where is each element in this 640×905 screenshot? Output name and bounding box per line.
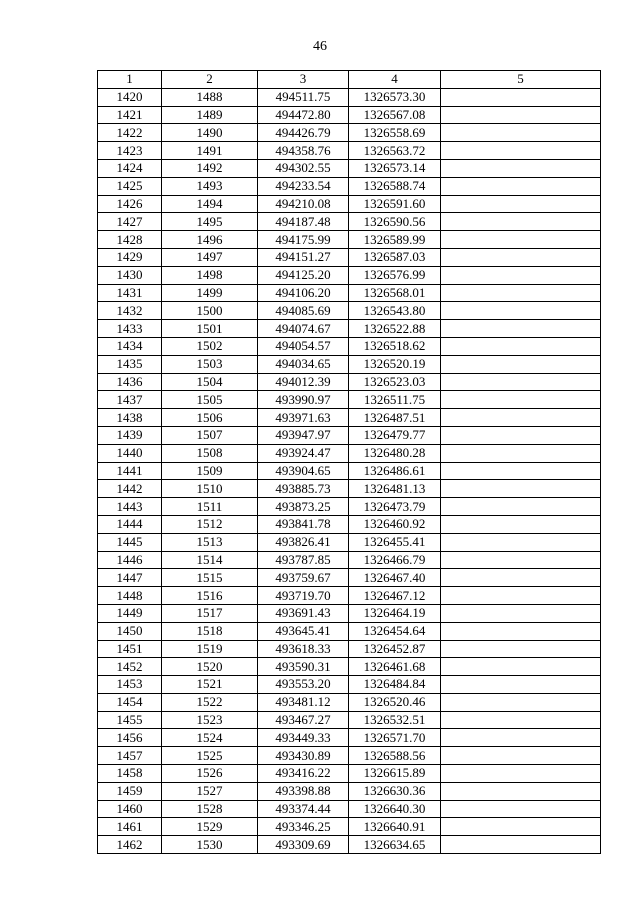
table-row — [98, 640, 601, 658]
x-coordinate-cell: 494012.39 — [258, 373, 349, 391]
point-number-cell: 1437 — [98, 391, 162, 409]
column-header-5: 5 — [441, 71, 601, 89]
y-coordinate-cell: 1326588.74 — [349, 177, 441, 195]
note-cell — [441, 782, 601, 800]
note-cell — [441, 569, 601, 587]
y-coordinate-cell: 1326455.41 — [349, 533, 441, 551]
x-coordinate-cell: 493885.73 — [258, 480, 349, 498]
x-coordinate-cell: 493481.12 — [258, 693, 349, 711]
x-coordinate-cell: 493990.97 — [258, 391, 349, 409]
vertex-number-cell: 1501 — [162, 320, 258, 338]
x-coordinate-cell: 494085.69 — [258, 302, 349, 320]
point-number-cell: 1438 — [98, 409, 162, 427]
table-row — [98, 231, 601, 249]
point-number-cell: 1455 — [98, 711, 162, 729]
y-coordinate-cell: 1326452.87 — [349, 640, 441, 658]
y-coordinate-cell: 1326454.64 — [349, 622, 441, 640]
table-row — [98, 373, 601, 391]
note-cell — [441, 693, 601, 711]
point-number-cell: 1450 — [98, 622, 162, 640]
table-row — [98, 177, 601, 195]
table-row — [98, 587, 601, 605]
vertex-number-cell: 1517 — [162, 604, 258, 622]
x-coordinate-cell: 493416.22 — [258, 765, 349, 783]
table-row — [98, 195, 601, 213]
table-row — [98, 444, 601, 462]
x-coordinate-cell: 493374.44 — [258, 800, 349, 818]
note-cell — [441, 106, 601, 124]
x-coordinate-cell: 494302.55 — [258, 159, 349, 177]
point-number-cell: 1459 — [98, 782, 162, 800]
table-row — [98, 88, 601, 106]
note-cell — [441, 231, 601, 249]
point-number-cell: 1428 — [98, 231, 162, 249]
point-number-cell: 1429 — [98, 248, 162, 266]
y-coordinate-cell: 1326571.70 — [349, 729, 441, 747]
table-row — [98, 569, 601, 587]
note-cell — [441, 747, 601, 765]
vertex-number-cell: 1527 — [162, 782, 258, 800]
point-number-cell: 1451 — [98, 640, 162, 658]
x-coordinate-cell: 493467.27 — [258, 711, 349, 729]
note-cell — [441, 818, 601, 836]
vertex-number-cell: 1504 — [162, 373, 258, 391]
y-coordinate-cell: 1326522.88 — [349, 320, 441, 338]
x-coordinate-cell: 493309.69 — [258, 836, 349, 854]
table-row — [98, 320, 601, 338]
vertex-number-cell: 1516 — [162, 587, 258, 605]
x-coordinate-cell: 494054.57 — [258, 337, 349, 355]
y-coordinate-cell: 1326511.75 — [349, 391, 441, 409]
point-number-cell: 1442 — [98, 480, 162, 498]
y-coordinate-cell: 1326640.91 — [349, 818, 441, 836]
table-row — [98, 337, 601, 355]
y-coordinate-cell: 1326634.65 — [349, 836, 441, 854]
x-coordinate-cell: 493826.41 — [258, 533, 349, 551]
table-row — [98, 836, 601, 854]
table-row — [98, 462, 601, 480]
vertex-number-cell: 1491 — [162, 142, 258, 160]
point-number-cell: 1453 — [98, 676, 162, 694]
y-coordinate-cell: 1326520.19 — [349, 355, 441, 373]
table-row — [98, 409, 601, 427]
y-coordinate-cell: 1326486.61 — [349, 462, 441, 480]
vertex-number-cell: 1499 — [162, 284, 258, 302]
vertex-number-cell: 1528 — [162, 800, 258, 818]
x-coordinate-cell: 493841.78 — [258, 515, 349, 533]
note-cell — [441, 266, 601, 284]
y-coordinate-cell: 1326480.28 — [349, 444, 441, 462]
y-coordinate-cell: 1326464.19 — [349, 604, 441, 622]
vertex-number-cell: 1526 — [162, 765, 258, 783]
x-coordinate-cell: 494151.27 — [258, 248, 349, 266]
point-number-cell: 1430 — [98, 266, 162, 284]
x-coordinate-cell: 494034.65 — [258, 355, 349, 373]
vertex-number-cell: 1525 — [162, 747, 258, 765]
x-coordinate-cell: 493947.97 — [258, 426, 349, 444]
x-coordinate-cell: 493924.47 — [258, 444, 349, 462]
y-coordinate-cell: 1326576.99 — [349, 266, 441, 284]
x-coordinate-cell: 494125.20 — [258, 266, 349, 284]
table-row — [98, 248, 601, 266]
vertex-number-cell: 1498 — [162, 266, 258, 284]
table-row — [98, 800, 601, 818]
point-number-cell: 1447 — [98, 569, 162, 587]
vertex-number-cell: 1506 — [162, 409, 258, 427]
coordinates-table — [97, 70, 601, 854]
table-row — [98, 818, 601, 836]
note-cell — [441, 88, 601, 106]
table-row — [98, 604, 601, 622]
vertex-number-cell: 1489 — [162, 106, 258, 124]
table-row — [98, 551, 601, 569]
y-coordinate-cell: 1326461.68 — [349, 658, 441, 676]
table-row — [98, 658, 601, 676]
y-coordinate-cell: 1326473.79 — [349, 498, 441, 516]
point-number-cell: 1434 — [98, 337, 162, 355]
note-cell — [441, 462, 601, 480]
y-coordinate-cell: 1326467.40 — [349, 569, 441, 587]
vertex-number-cell: 1519 — [162, 640, 258, 658]
y-coordinate-cell: 1326518.62 — [349, 337, 441, 355]
point-number-cell: 1448 — [98, 587, 162, 605]
vertex-number-cell: 1523 — [162, 711, 258, 729]
y-coordinate-cell: 1326523.03 — [349, 373, 441, 391]
note-cell — [441, 480, 601, 498]
x-coordinate-cell: 493449.33 — [258, 729, 349, 747]
point-number-cell: 1420 — [98, 88, 162, 106]
note-cell — [441, 409, 601, 427]
point-number-cell: 1462 — [98, 836, 162, 854]
point-number-cell: 1440 — [98, 444, 162, 462]
note-cell — [441, 337, 601, 355]
table-header-row — [98, 71, 601, 89]
y-coordinate-cell: 1326460.92 — [349, 515, 441, 533]
note-cell — [441, 515, 601, 533]
note-cell — [441, 159, 601, 177]
table-row — [98, 124, 601, 142]
point-number-cell: 1461 — [98, 818, 162, 836]
table-row — [98, 622, 601, 640]
note-cell — [441, 533, 601, 551]
x-coordinate-cell: 493759.67 — [258, 569, 349, 587]
x-coordinate-cell: 493590.31 — [258, 658, 349, 676]
note-cell — [441, 622, 601, 640]
table-row — [98, 782, 601, 800]
point-number-cell: 1446 — [98, 551, 162, 569]
table-row — [98, 159, 601, 177]
y-coordinate-cell: 1326466.79 — [349, 551, 441, 569]
note-cell — [441, 320, 601, 338]
point-number-cell: 1431 — [98, 284, 162, 302]
y-coordinate-cell: 1326481.13 — [349, 480, 441, 498]
note-cell — [441, 142, 601, 160]
table-row — [98, 498, 601, 516]
point-number-cell: 1433 — [98, 320, 162, 338]
table-row — [98, 729, 601, 747]
vertex-number-cell: 1515 — [162, 569, 258, 587]
y-coordinate-cell: 1326520.46 — [349, 693, 441, 711]
y-coordinate-cell: 1326589.99 — [349, 231, 441, 249]
point-number-cell: 1449 — [98, 604, 162, 622]
point-number-cell: 1443 — [98, 498, 162, 516]
note-cell — [441, 498, 601, 516]
point-number-cell: 1454 — [98, 693, 162, 711]
x-coordinate-cell: 494511.75 — [258, 88, 349, 106]
note-cell — [441, 426, 601, 444]
x-coordinate-cell: 494472.80 — [258, 106, 349, 124]
table-row — [98, 747, 601, 765]
vertex-number-cell: 1505 — [162, 391, 258, 409]
note-cell — [441, 658, 601, 676]
vertex-number-cell: 1493 — [162, 177, 258, 195]
point-number-cell: 1444 — [98, 515, 162, 533]
column-header-1: 1 — [98, 71, 162, 89]
x-coordinate-cell: 493618.33 — [258, 640, 349, 658]
point-number-cell: 1422 — [98, 124, 162, 142]
x-coordinate-cell: 493971.63 — [258, 409, 349, 427]
vertex-number-cell: 1530 — [162, 836, 258, 854]
note-cell — [441, 373, 601, 391]
y-coordinate-cell: 1326543.80 — [349, 302, 441, 320]
vertex-number-cell: 1518 — [162, 622, 258, 640]
vertex-number-cell: 1496 — [162, 231, 258, 249]
table-row — [98, 676, 601, 694]
point-number-cell: 1427 — [98, 213, 162, 231]
note-cell — [441, 551, 601, 569]
table-row — [98, 302, 601, 320]
table-row — [98, 711, 601, 729]
vertex-number-cell: 1521 — [162, 676, 258, 694]
note-cell — [441, 587, 601, 605]
point-number-cell: 1421 — [98, 106, 162, 124]
column-header-4: 4 — [349, 71, 441, 89]
column-header-2: 2 — [162, 71, 258, 89]
point-number-cell: 1426 — [98, 195, 162, 213]
note-cell — [441, 177, 601, 195]
note-cell — [441, 765, 601, 783]
point-number-cell: 1458 — [98, 765, 162, 783]
note-cell — [441, 391, 601, 409]
vertex-number-cell: 1520 — [162, 658, 258, 676]
vertex-number-cell: 1502 — [162, 337, 258, 355]
point-number-cell: 1445 — [98, 533, 162, 551]
point-number-cell: 1460 — [98, 800, 162, 818]
table-row — [98, 515, 601, 533]
y-coordinate-cell: 1326640.30 — [349, 800, 441, 818]
point-number-cell: 1423 — [98, 142, 162, 160]
vertex-number-cell: 1503 — [162, 355, 258, 373]
note-cell — [441, 302, 601, 320]
y-coordinate-cell: 1326467.12 — [349, 587, 441, 605]
vertex-number-cell: 1490 — [162, 124, 258, 142]
x-coordinate-cell: 493904.65 — [258, 462, 349, 480]
point-number-cell: 1452 — [98, 658, 162, 676]
table-row — [98, 284, 601, 302]
x-coordinate-cell: 494233.54 — [258, 177, 349, 195]
y-coordinate-cell: 1326587.03 — [349, 248, 441, 266]
x-coordinate-cell: 494426.79 — [258, 124, 349, 142]
note-cell — [441, 248, 601, 266]
x-coordinate-cell: 493645.41 — [258, 622, 349, 640]
point-number-cell: 1432 — [98, 302, 162, 320]
table-row — [98, 142, 601, 160]
y-coordinate-cell: 1326532.51 — [349, 711, 441, 729]
y-coordinate-cell: 1326590.56 — [349, 213, 441, 231]
vertex-number-cell: 1513 — [162, 533, 258, 551]
y-coordinate-cell: 1326558.69 — [349, 124, 441, 142]
note-cell — [441, 729, 601, 747]
table-row — [98, 693, 601, 711]
x-coordinate-cell: 494187.48 — [258, 213, 349, 231]
vertex-number-cell: 1488 — [162, 88, 258, 106]
vertex-number-cell: 1529 — [162, 818, 258, 836]
vertex-number-cell: 1522 — [162, 693, 258, 711]
note-cell — [441, 195, 601, 213]
note-cell — [441, 284, 601, 302]
x-coordinate-cell: 493719.70 — [258, 587, 349, 605]
y-coordinate-cell: 1326479.77 — [349, 426, 441, 444]
note-cell — [441, 676, 601, 694]
x-coordinate-cell: 493398.88 — [258, 782, 349, 800]
table-row — [98, 426, 601, 444]
vertex-number-cell: 1508 — [162, 444, 258, 462]
table-body — [98, 88, 601, 853]
note-cell — [441, 355, 601, 373]
x-coordinate-cell: 494358.76 — [258, 142, 349, 160]
note-cell — [441, 124, 601, 142]
y-coordinate-cell: 1326568.01 — [349, 284, 441, 302]
table-row — [98, 391, 601, 409]
point-number-cell: 1456 — [98, 729, 162, 747]
point-number-cell: 1436 — [98, 373, 162, 391]
point-number-cell: 1424 — [98, 159, 162, 177]
point-number-cell: 1435 — [98, 355, 162, 373]
vertex-number-cell: 1497 — [162, 248, 258, 266]
x-coordinate-cell: 493553.20 — [258, 676, 349, 694]
vertex-number-cell: 1495 — [162, 213, 258, 231]
x-coordinate-cell: 494106.20 — [258, 284, 349, 302]
table-row — [98, 106, 601, 124]
table-row — [98, 765, 601, 783]
vertex-number-cell: 1509 — [162, 462, 258, 480]
vertex-number-cell: 1524 — [162, 729, 258, 747]
vertex-number-cell: 1512 — [162, 515, 258, 533]
table-row — [98, 533, 601, 551]
x-coordinate-cell: 494074.67 — [258, 320, 349, 338]
x-coordinate-cell: 494210.08 — [258, 195, 349, 213]
x-coordinate-cell: 493873.25 — [258, 498, 349, 516]
y-coordinate-cell: 1326563.72 — [349, 142, 441, 160]
note-cell — [441, 640, 601, 658]
vertex-number-cell: 1492 — [162, 159, 258, 177]
column-header-3: 3 — [258, 71, 349, 89]
y-coordinate-cell: 1326615.89 — [349, 765, 441, 783]
vertex-number-cell: 1494 — [162, 195, 258, 213]
y-coordinate-cell: 1326484.84 — [349, 676, 441, 694]
note-cell — [441, 213, 601, 231]
point-number-cell: 1439 — [98, 426, 162, 444]
note-cell — [441, 604, 601, 622]
point-number-cell: 1457 — [98, 747, 162, 765]
vertex-number-cell: 1511 — [162, 498, 258, 516]
table-row — [98, 355, 601, 373]
x-coordinate-cell: 493430.89 — [258, 747, 349, 765]
point-number-cell: 1425 — [98, 177, 162, 195]
table-row — [98, 266, 601, 284]
vertex-number-cell: 1510 — [162, 480, 258, 498]
x-coordinate-cell: 493346.25 — [258, 818, 349, 836]
table-row — [98, 480, 601, 498]
y-coordinate-cell: 1326630.36 — [349, 782, 441, 800]
x-coordinate-cell: 493787.85 — [258, 551, 349, 569]
y-coordinate-cell: 1326567.08 — [349, 106, 441, 124]
note-cell — [441, 711, 601, 729]
y-coordinate-cell: 1326573.30 — [349, 88, 441, 106]
y-coordinate-cell: 1326591.60 — [349, 195, 441, 213]
x-coordinate-cell: 494175.99 — [258, 231, 349, 249]
vertex-number-cell: 1507 — [162, 426, 258, 444]
page-number: 46 — [313, 39, 327, 54]
note-cell — [441, 800, 601, 818]
y-coordinate-cell: 1326588.56 — [349, 747, 441, 765]
point-number-cell: 1441 — [98, 462, 162, 480]
x-coordinate-cell: 493691.43 — [258, 604, 349, 622]
note-cell — [441, 836, 601, 854]
y-coordinate-cell: 1326487.51 — [349, 409, 441, 427]
vertex-number-cell: 1500 — [162, 302, 258, 320]
vertex-number-cell: 1514 — [162, 551, 258, 569]
note-cell — [441, 444, 601, 462]
y-coordinate-cell: 1326573.14 — [349, 159, 441, 177]
table-row — [98, 213, 601, 231]
